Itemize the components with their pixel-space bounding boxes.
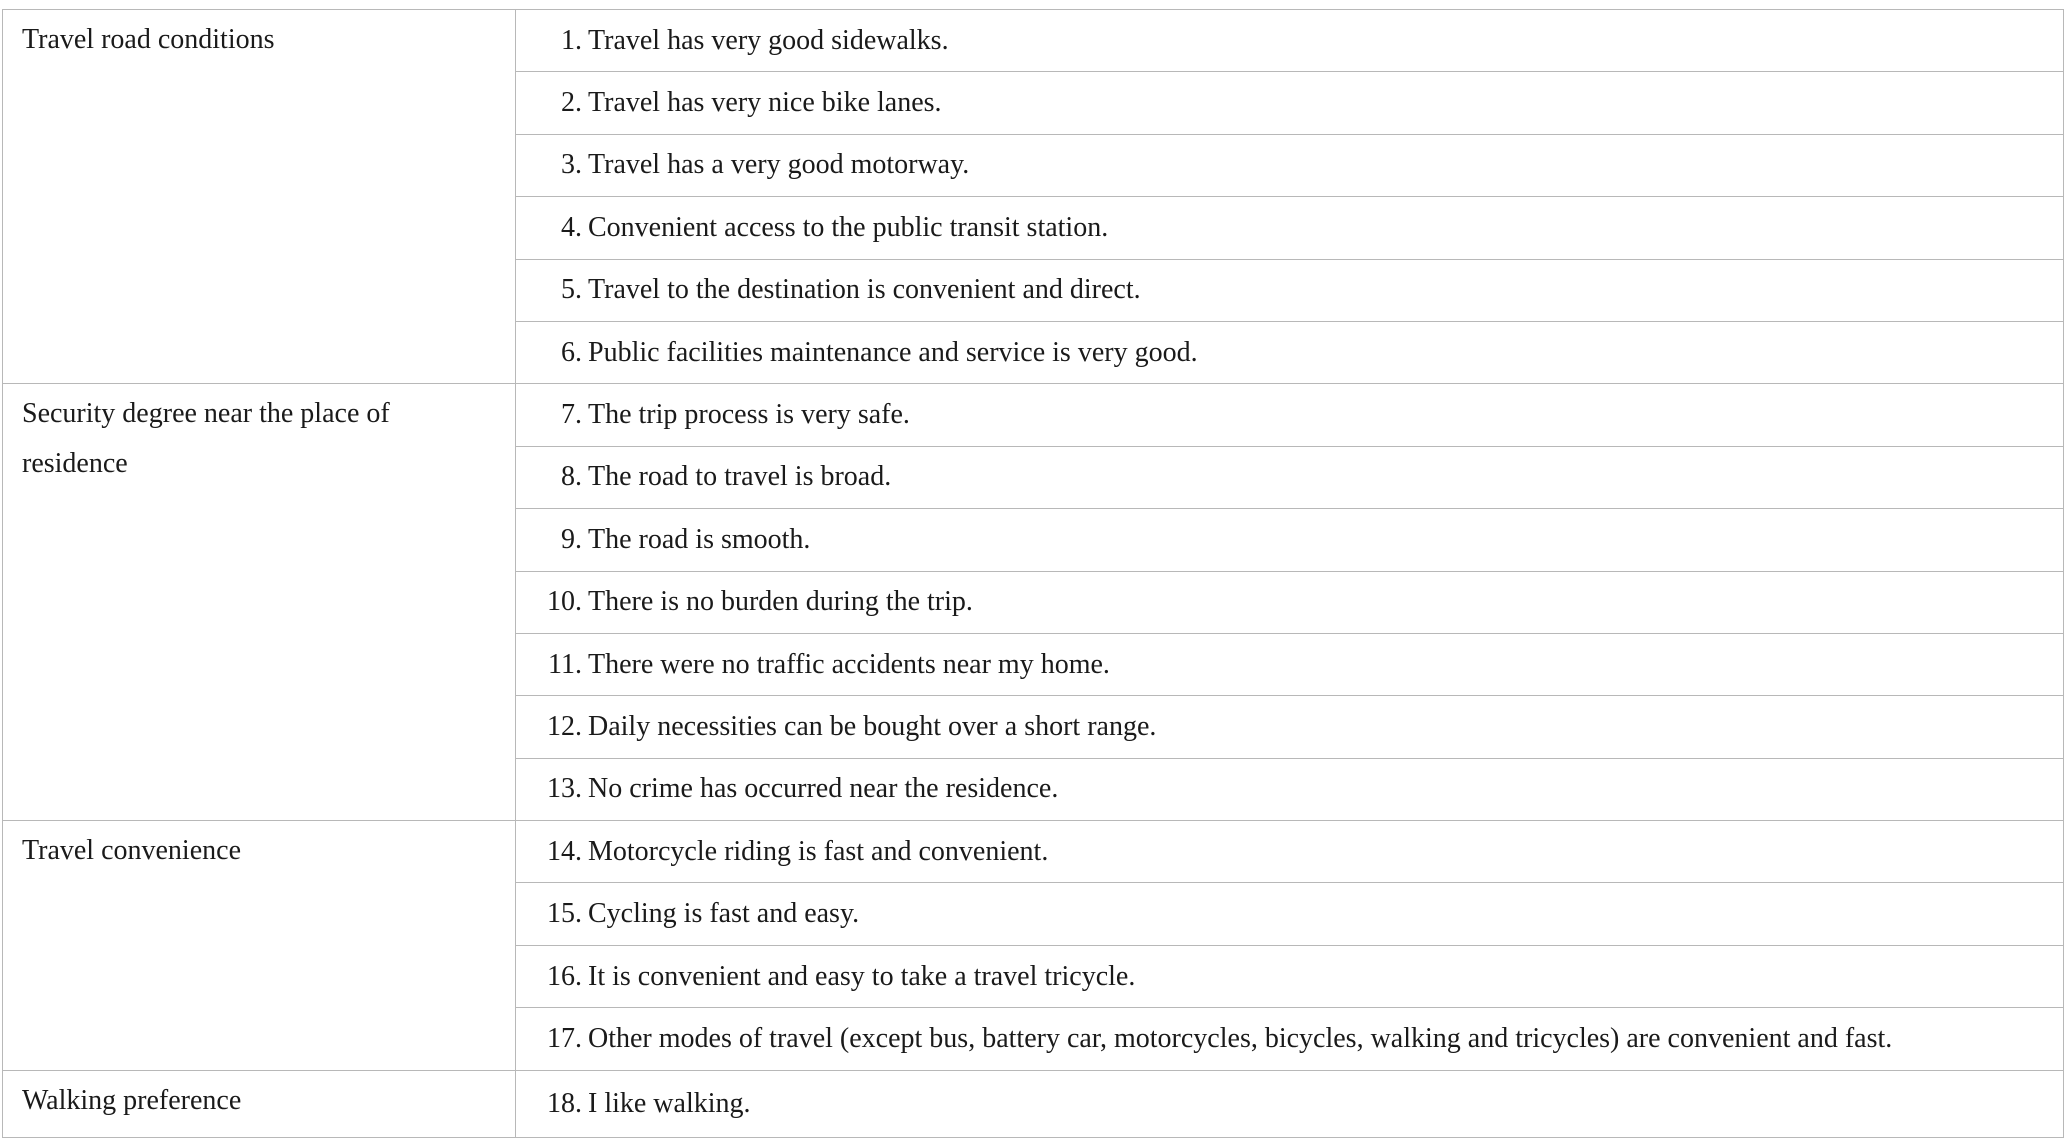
- item-text: Motorcycle riding is fast and convenient.: [588, 835, 1049, 867]
- item-cell: [516, 384, 2064, 446]
- item-number: 10.: [547, 586, 582, 618]
- item-text: Public facilities maintenance and service is very good.: [588, 336, 1198, 368]
- item-cell: [516, 134, 2064, 196]
- item-number: 13.: [547, 773, 582, 805]
- item-cell: [516, 259, 2064, 321]
- item-number: 15.: [547, 898, 582, 930]
- item-cell: [516, 1008, 2064, 1070]
- item-text: It is convenient and easy to take a travel tricycle.: [588, 960, 1136, 992]
- item-text: There is no burden during the trip.: [588, 586, 973, 618]
- item-text: Travel has a very good motorway.: [588, 149, 970, 181]
- construct-cell: Travel road conditions: [3, 10, 516, 384]
- item-number: 5.: [561, 274, 582, 306]
- item-number: 6.: [561, 336, 582, 368]
- item-cell: [516, 1070, 2064, 1137]
- construct-cell: Travel convenience: [3, 821, 516, 1071]
- item-number: 1.: [561, 24, 582, 56]
- item-cell: [516, 509, 2064, 571]
- construct-cell: Walking preference: [3, 1070, 516, 1137]
- item-number: 11.: [548, 648, 582, 680]
- item-cell: [516, 696, 2064, 758]
- item-number: 4.: [561, 211, 582, 243]
- item-cell: [516, 72, 2064, 134]
- item-cell: [516, 321, 2064, 383]
- item-text: Other modes of travel (except bus, battery car, motorcycles, bicycles, walking and tricycles) are convenient and fast.: [588, 1022, 1893, 1054]
- item-number: 12.: [547, 710, 582, 742]
- item-cell: [516, 633, 2064, 695]
- item-cell: [516, 10, 2064, 72]
- item-cell: [516, 883, 2064, 945]
- item-number: 3.: [561, 149, 582, 181]
- item-text: Daily necessities can be bought over a short range.: [588, 710, 1157, 742]
- item-cell: [516, 758, 2064, 820]
- table-row: [3, 1070, 2064, 1137]
- item-number: 16.: [547, 960, 582, 992]
- item-text: No crime has occurred near the residence.: [588, 773, 1059, 805]
- item-text: Travel to the destination is convenient and direct.: [588, 274, 1141, 306]
- item-number: 8.: [561, 461, 582, 493]
- item-number: 17.: [547, 1022, 582, 1054]
- item-cell: [516, 197, 2064, 259]
- item-text: There were no traffic accidents near my home.: [588, 648, 1110, 680]
- item-text: Travel has very nice bike lanes.: [588, 87, 942, 119]
- item-cell: [516, 945, 2064, 1007]
- item-text: The road to travel is broad.: [588, 461, 892, 493]
- item-number: 18.: [547, 1087, 582, 1119]
- construct-cell: Security degree near the place of residence: [3, 384, 516, 821]
- item-cell: [516, 446, 2064, 508]
- table-row: [3, 821, 2064, 883]
- item-text: Cycling is fast and easy.: [588, 898, 860, 930]
- item-cell: [516, 821, 2064, 883]
- questionnaire-items-table: [2, 9, 2064, 1138]
- item-number: 7.: [561, 399, 582, 431]
- item-number: 9.: [561, 523, 582, 555]
- item-cell: [516, 571, 2064, 633]
- item-text: Travel has very good sidewalks.: [588, 24, 949, 56]
- item-text: Convenient access to the public transit station.: [588, 211, 1109, 243]
- item-text: I like walking.: [588, 1087, 751, 1119]
- item-text: The road is smooth.: [588, 523, 811, 555]
- item-number: 14.: [547, 835, 582, 867]
- item-number: 2.: [561, 87, 582, 119]
- table-row: [3, 384, 2064, 446]
- table-row: [3, 10, 2064, 72]
- item-text: The trip process is very safe.: [588, 399, 910, 431]
